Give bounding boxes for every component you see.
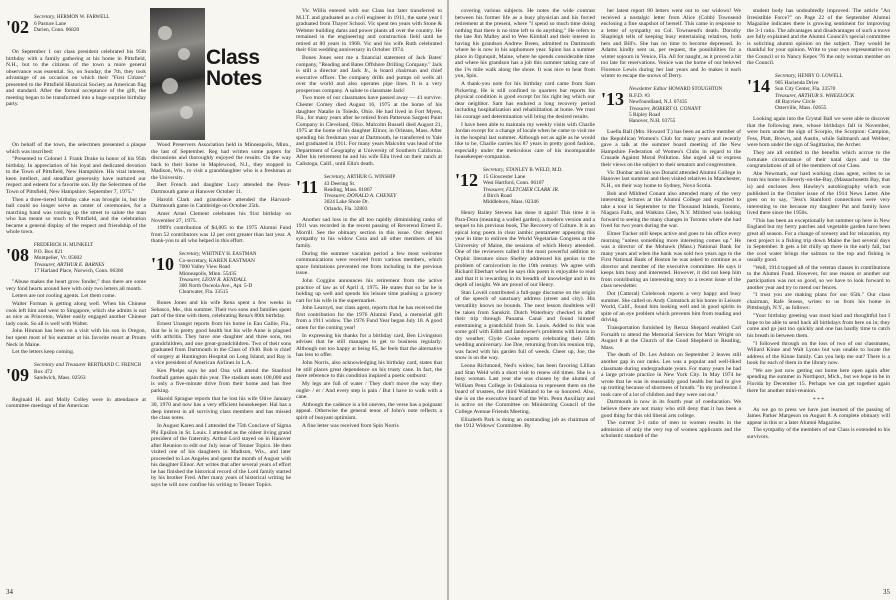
note-paragraph: John Norris, also acknowledging his birthday card, states that he still places great dependence on his trusty cane. In fact, the mere reference to this condition inspired a poetic outburst: — [296, 360, 442, 380]
class-header — [151, 251, 291, 295]
class-header — [601, 86, 741, 124]
note-paragraph: John Coggins announces his retirement from the active practice of law as of April 4, 1975. He states that so far he is holding up well and spends his leisure time pushing a grocery cart for his wife in the supermarket. — [296, 278, 442, 304]
officer-line — [483, 167, 595, 174]
note-paragraph: Letters are not cooling agents. Let them come. — [12, 293, 116, 300]
officer-name: STANLEY B. WELD, M.D. — [505, 167, 563, 173]
right-page — [449, 0, 896, 600]
class-officers — [34, 362, 146, 382]
note-paragraph: Harold Sprague reports that he lost his wife Olive January 30, 1970 and now has a very efficient housekeeper. Hal has a deep interest in all surviving class members and has missed the class notes. — [151, 395, 291, 422]
officer-line — [34, 362, 146, 369]
officer-name: HOWARD STOUGHTON — [668, 87, 723, 93]
note-paragraph: Henry Bailey Stevens has done it again! This time it is Para-Dora (meaning a walled garden), a modern version and a sequel to his previous book, The Recovery of Culture. It is an epical long poem in clear iambic pentameter appearing this year in time to enliven the World Vegetarian Congress at the University of Maine, the sessions of which Henry attended. One of the reviewers called it the most powerful addition to Orphic literature since Shelley addressed his genius to the problem of carnivorism in the 19th century. We agree with Richard Eberhart when he says this poem is enjoyable to read and that it is rewarding in its breadth of knowledge and in its depth of insight. We are proud of our Henry. — [455, 210, 595, 289]
officer-role-2: Treasurer, DONALD A. CHENEY — [324, 193, 397, 200]
officer-address-2: Hanover, N.H. 03755 — [629, 118, 676, 125]
officer-name: FREDERICK H. MUNKELT — [34, 243, 94, 249]
class-officers — [483, 167, 595, 205]
class-year: '02 — [6, 17, 30, 37]
note-paragraph: Another sad loss in the all too rapidly diminishing ranks of 1911 was recorded in the recent passing of Reverend Ernest E. Morrill. See the obituary section in this issue. Our deepest sympathy to his widow Cora and all other members of his family. — [296, 216, 442, 249]
note-paragraph: A thank-you note for his birthday card came from Sam Pickering. He is still confined to quarters but reports his physical condition is good except for his right leg which our dear neighbor. Sam has endured a long recovery period including hospitalization and rehabilitation at home. We trust his courage and determination will bring the desired results. — [455, 81, 595, 120]
note-paragraph: Vic Dunbar and his son Donald attended Alumni College in Hanover last summer and then visited relatives in Manchester, N.H., on their way home to Sydney, Nova Scotia. — [601, 169, 741, 189]
class-header — [455, 167, 595, 205]
class-officers — [629, 86, 741, 124]
class-year: '10 — [151, 253, 175, 274]
officer-name: HENRY O. LOWELL — [797, 73, 843, 79]
note-paragraph: Leona Richmond, Ned's widow, has been favoring Lillian and Stan Weld with a short visit to renew old times. She is a busy woman. Last year she was chosen by the alumni of William Penn College in Oskaloosa to represent them on the board of trustees, the third Waitland to be so honored. Also, she is on the executive board of the Wm. Penn Auxiliary and is active on the Committee on Ministering Council of the College Avenue Friends Meeting. — [455, 363, 595, 415]
class-header — [6, 14, 146, 44]
note-paragraph: Elmer Tucker still keeps active and goes to his office every morning "unless something more interesting comes up." He was a director of the Mohawk (Mass.) National Bank for many years and when the bank was sold two years ago to the First National Bank of Boston he was asked to continue as a director and member of the executive committee. He says it keeps him busy and interested. However, it did not keep him from contributing an interesting story to a recent issue of the class newsletter. — [601, 231, 741, 290]
class-officers — [324, 174, 442, 212]
note-paragraph: The sympathy of the members of our Class is extended to his survivors. — [747, 427, 890, 440]
officer-role: Secretary and Treasurer — [34, 361, 87, 368]
note-paragraph: "I trust you are making plans for our 65th." Our class chairman, Rafe Stoess, writes to us from his home in Pittsburgh, N.Y., as follows: — [747, 292, 890, 312]
class-year: '09 — [6, 364, 30, 385]
class-year: '14 — [747, 75, 771, 96]
officer-address-2: Clearwater, Fla. 33515 — [179, 289, 229, 296]
class-officers — [34, 242, 146, 274]
note-paragraph: Looking again into the Crystal Ball we were able to discover that the following men, whose birthdays fall in November, were born under the sign of Scorpio, the Scorpion: Campion, Fess, Platt, Brown, and Austin, while Saltmarsh and Webber, were born under the sign of Sagittarius, the Archer. — [747, 116, 890, 149]
note-paragraph: 1909's contribution of $4,005 to the 1975 Alumni Fund from 52 contributors was 12 per cent greater than last year. A thank-you to all who helped in this effort. — [151, 225, 291, 245]
note-paragraph: "Your birthday greeting was most kind and thoughtful but I hope to be able to send back all birthdays from here on in; they come and go just too quickly and one has hardly time to catch his breath in between them. — [747, 313, 890, 339]
class-year: '12 — [455, 169, 479, 190]
note-paragraph: Ken Phelps says he and Ona will attend the Stanford football games again this year. The stadium seats 100,000 and is only a five-minute drive from their home and has free parking. — [151, 368, 291, 394]
note-paragraph: "We are just now getting our home here open again after spending the summer in Northport, Mich., but we hope to be in Florida by December 15. Perhaps we can get together again there for another mini-reunion. — [747, 367, 890, 394]
note-paragraph: Reginald H. and Molly Colley were in attendance at committee meetings of the American — [6, 396, 146, 410]
class-officers — [179, 251, 291, 295]
note-paragraph: In August Karen and I attended the 75th Conclave of Sigma Phi Epsilon in St. Louis. I attended as the oldest living grand president of the fraternity. Arthur Lord stayed on in Hanover after Reunion to edit our July issue of Tenner Topics. He then visited one of his daughters in Madison, Wis., and later proceeded to Los Angeles and spent the month of August with his daughter Elinor. Art writes that after several years of effort he has finished the historical record of the Lord family started by his brother Fred. After many years of historical writing he says he will now confine his writing to Tenner Topics. — [151, 422, 291, 488]
officer-address-2: 17 Harland Place, Norwich, Conn. 06360 — [34, 267, 124, 274]
note-paragraph: As we go to press we have just learned of the passing of James Parker Margeson on August 8. A complete obituary will appear in this or a later Alumni Magazine. — [747, 406, 890, 426]
separator-stars: * * * — [812, 397, 825, 404]
officer-name: BERTRAND C. FRENCH — [87, 362, 141, 368]
note-paragraph: The death of Dr. Les Ashton on September 2 leaves still another gap in our ranks. Les was a popular and well-liked classmate during undergraduate years. For many years he had a large private practice in New York City. In May 1974 he wrote that he was in reasonably good health but had to give up trotting because of shortness of breath. "In my profession I took care of a lot of children and they were out out." — [601, 352, 741, 398]
note-paragraph: "This has been an exceptionally hot summer up here in New England but my berry patches and vegetable garden have been great all season. For a change of scenery and for relaxation, my next project is a fishing trip down Maine the last several days in September. It gets a bit chilly up there in the early fall, but the cool water brings the salmon to the top and fishing is usually good. — [747, 217, 890, 264]
officer-line — [775, 73, 890, 80]
officer-address: 7000 Valley View Road — [179, 264, 231, 271]
class-year: '13 — [601, 89, 625, 110]
column-left-1-top — [6, 8, 146, 140]
note-paragraph: Amer Arnel Clement celebrates his 91st birthday on November 27, 1975. — [151, 211, 291, 224]
note-paragraph: Although the cadence is a bit uneven, the verse has a poignant appeal. Otherwise the general tenor of John's note reflects a spirit of buoyant optimism. — [296, 401, 442, 421]
officer-address: Sun City Center, Fla. 33570 — [775, 86, 836, 93]
officer-address-2: 4 Birch Road — [483, 192, 512, 199]
officer-line — [34, 14, 146, 21]
page-number-right: 35 — [883, 588, 890, 596]
class-officers — [34, 14, 146, 34]
officer-role: Secretary, — [34, 14, 56, 20]
note-paragraph: On behalf of the town, the selectmen presented a plaque which was inscribed: — [6, 142, 146, 155]
column-left-2 — [151, 142, 291, 594]
officer-address-2: 300 North Osceola Ave., Apt. 5-D — [179, 282, 253, 289]
officer-address-2: 3024 Lake Shore Dr. — [324, 199, 369, 206]
note-paragraph: John Hinman has been on a visit with his son in Oregon, but spent most of his summer at his favorite resort at Prouts Neck in Maine. — [6, 328, 146, 348]
officer-address: 905 Hacienda Drive — [775, 80, 819, 87]
note-paragraph: "I followed through on the loss of two of our classmates, Willard Kinne and Walt Lyons but was unable to locate the address of the Kinne family. Can you help me out? There is a book for each of them in the library now. — [747, 340, 890, 367]
officer-address: P.O. Box 821 — [34, 249, 63, 256]
note-paragraph: "Abuse makes the heart grow fonder," thus there are some very fond hearts around here with only two letters all month. — [6, 279, 146, 292]
officer-address-2: Orlando, Fla. 32803 — [324, 205, 368, 212]
officer-role: Newsletter Editor — [629, 86, 668, 93]
officer-address: 43 Deering St. — [324, 180, 356, 187]
officer-address-2: 5 Ripley Road — [629, 111, 661, 118]
column-right-2 — [601, 8, 741, 594]
officer-address-2: Middleboro, Mass. 02346 — [483, 198, 539, 205]
officer-line — [179, 251, 291, 258]
note-paragraph: Vic Willis entered with our Class but later transferred to M.I.T. and graduated as a civil engineer in 1911, the same year I graduated from Thayer School. Vic spent ten years with Stone & Webster building dams and power plants all over the country. He remained in the engineering and construction field until he retired at 80 years in 1968. Vic and his wife Ruth celebrated their 61st wedding anniversary in October 1974. — [296, 8, 442, 54]
officer-name: HERMON W. FARWELL — [56, 15, 110, 20]
note-paragraph: Wood Preservers Association held in Minneapolis, Minn., the last of September. Reg had written some papers for discussions and thoroughly enjoyed the results. On the way back to their home in Maplewood, N.J., they stopped in Madison, Wis., to visit a granddaughter who is a freshman at the University. — [151, 142, 291, 181]
note-paragraph: They are all entitled to the benefits which accrue to the fortunate circumstance of their natal days and to the congratulations of all of the members of our Class. — [747, 150, 890, 170]
note-paragraph: Luella Ball (Mrs. Howard T.) has been an active member of the Republican Women's Club for many years and recently gave a talk at the summer board meeting of the New Hampshire Federation of Women's Clubs in regard to the Crusade Against Moral Pollution. She urged all to express their views on the subject to their senators and congressmen. — [601, 129, 741, 168]
officer-line — [629, 86, 741, 93]
officer-address: Co-secretary, KAREN EASTMAN — [179, 258, 255, 265]
officer-address: Minneapolis, Minn. 55435 — [179, 270, 237, 277]
officer-role: Secretary, — [179, 250, 201, 257]
officer-role: Secretary, — [483, 166, 505, 173]
note-paragraph: My legs are full of water / They don't move the way they ought- / er / And every step is pain / But I have to walk with a cane. — [296, 380, 442, 401]
officer-address: 15 Gloucester Lane — [483, 174, 526, 181]
officer-address: R.F.D. #3 — [629, 93, 650, 100]
note-paragraph: A fine letter was received from Spin Norris — [302, 422, 399, 429]
page-number-left: 34 — [6, 588, 13, 596]
note-paragraph: Two more of our classmates have passed away — 41 survive. Chester Comey died August 16, 1975 at the home of his daughter Natalie in Toledo, Ohio. He had lived in Fort Myers, Fla., for many years after he retired from Patterson Sargent Paint Company in Cleveland, Ohio. Malcolm Russell died August 21, 1975 at the home of his daughter Elinor, in Orleans, Mass. After spending his freshman year at Dartmouth, he transferred to Yale and graduated in 1911. For many years Malcolm was head of the Department of Geography at University of Southern California. After his retirement he and his wife Ella lived on their ranch at Calistoga, Calif., until Ella's death. — [296, 95, 442, 167]
note-paragraph: Bert French and daughter Lucy attended the Penn-Dartmouth game at Hanover October 11. — [151, 182, 291, 196]
note-paragraph: Dot (Catteral) Colebrook reports a very happy and busy summer. She called on Andy Comstock at his home in Leisure World, Calif., found him looking well and in good spirits in spite of an eye problem which prevents him from reading and driving. — [601, 291, 741, 324]
officer-role-2: Treasurer, ROBERT O. CONANT — [629, 105, 701, 112]
section-title — [206, 47, 284, 107]
note-paragraph: student body has undoubtedly improved. The article "An Irresistible Force?" on Page 22 of the September Alumni Magazine indicates there is growing sentiment for improving the 3-1 ratio. The advantages and disadvantages of such a move are fully explained and the Alumni Council's special committee is soliciting alumni opinion on the subject. They would be thankful for your opinion. Write to your own representative on the Council or to Nancy Kepes '76 the only woman member on the Council. — [747, 8, 890, 67]
class-year: '08 — [6, 245, 30, 266]
class-header — [6, 362, 146, 392]
note-paragraph: On September 1 our class president celebrated his 95th birthday with a family gathering at his home in Pittsfield, N.H., but to the citizens of the town a more general observance was essential. So, on Sunday, the 7th, they took advantage of an occasion on which their "First Citizen" presented to the Pittsfield Historical Society an American flag and standard. After the formal acceptance of the gift, the meeting began to be transformed into a huge surprise birthday party. — [6, 49, 146, 108]
class-header — [296, 174, 442, 212]
note-paragraph: Dartmouth is now in its fourth year of coeducation. We believe there are not many who still deny that it has been a good thing for this old liberal arts college. — [601, 399, 741, 419]
column-left-1 — [6, 142, 146, 594]
officer-address-2: Osterville, Mass. 02655 — [775, 104, 827, 111]
note-paragraph: Bones Jones sent me a financial statement of Jack Bates' company, "Reading and Bates Offshore Drilling Company." Jack is still a director and Jack Jr., is board chairman and chief executive officer. The company drills and pumps oil wells all over the world and also operates pipe lines. It is a very prosperous company. A salute to classmate Jack! — [296, 55, 442, 94]
note-paragraph: Let the letters keep coming. — [12, 349, 75, 356]
note-paragraph: Elizabeth Park is doing an outstanding job as chairman of the 1912 Widows' Committee. By — [455, 416, 595, 430]
officer-address: Box 472 — [34, 369, 53, 376]
officer-address: Montpelier, Vt. 05602 — [34, 255, 82, 262]
note-paragraph: "Well, 1914 topped all of the veteran classes in contributions to the Alumni Fund. However, for one reason or another our participation was not so good, so we have to look forward to another year and try to mend our fences. — [747, 264, 890, 291]
note-paragraph: Harold Clark and grandniece attended the Harvard-Dartmouth game in Cambridge on October 25th. — [151, 196, 291, 210]
class-notes-photo — [150, 8, 205, 140]
note-paragraph: covering various subjects. He notes the wide contrast between his former life as a busy physician and his forced retirement at the present, where "I spend so much time doing nothing that there is no time left to do anything." He refers to the late Jim Malley and to Wee Kimball and their interest in having his grandson Andrew Breen, admitted to Dartmouth where he is now in his sophomore year. Spinn has a summer place in Ogunquit, Maine, where he spends considerable time and where his grandson has a job this summer taking care of the 1¾ mile walk along the shore. It was nice to hear from you, Spin. — [455, 8, 595, 80]
officer-address: Sandwich, Mass. 02563 — [34, 375, 86, 382]
class-officers — [775, 73, 890, 111]
officer-address-2: 48 Bayview Circle — [775, 98, 816, 105]
officer-role-2: Treasurer, ARTHUR S. WHEELOCK — [775, 92, 855, 99]
note-paragraph: During the summer vacation period a few most welcome communications were received from various members, which space limitations prevented me from including in the previous issue. — [296, 250, 442, 277]
class-year: '11 — [296, 176, 319, 197]
officer-address: West Hartford, Conn. 06107 — [483, 180, 545, 187]
note-paragraph: Bob and Mildred Conant also attended many of the very interesting lectures at the Alumni College and expected to take a tour in September to the Thousand Islands, Toronto, Niagara Falls, and Watkins Glen, N.Y. Mildred was looking forward to seeing the many changes in Toronto where she had lived for two years during the war. — [601, 190, 741, 230]
class-header — [6, 242, 146, 274]
note-paragraph: I have been able to maintain my weekly visits with Charlie Jordan except for a change of locale when he came to visit me in the hospital last summer. Although not as agile as he would like to be, Charlie carries his 87 years in pretty good fashion, especially under the meticulous care of his incomparable housekeeper-companion. — [455, 121, 595, 161]
note-paragraph: The current 3-1 ratio of men to women results in the admission of only the very top of women applicants and the scholastic standard of the — [601, 420, 741, 440]
note-paragraph: John Learoyd, our class agent, reports that he has received the first contribution for the 1976 Alumni Fund, a memorial gift from a 1911 widow. The 1976 Fund Year began July 18. A good omen for the coming year! — [296, 305, 442, 332]
column-right-3 — [747, 8, 890, 594]
officer-address: Darien, Conn. 06820 — [34, 27, 80, 34]
note-paragraph: In expressing his thanks for a birthday card, Ben Livingston advises that he still manages to get to business regularly. Although not too happy at being 85, he feels that the alternative has less to offer. — [296, 332, 442, 359]
note-paragraph: Stan Lovell contributed a full-page discourse on the origin of the speech of sanctuary address (street and city). His versatility knows no bounds. The next lesson doubtless will be taken from Sanskrit. Dutch Waterbury checked in after their trip through Panama Canal and found himself entertaining a grandchild from St. Louis. Added to this was some golf with Edith and landowner's problems with lawns in dry weather. Clyde Cooke reports celebrating their 58th wedding anniversary. Joe Doe, returning from his reunion trip, was faced with his garden full of weeds. Cheer up, Joe, the snow is on the way. — [455, 289, 595, 362]
officer-address: Reading, Mass. 01867 — [324, 186, 373, 193]
note-paragraph: Bones Jones and his wife Rena spent a few weeks in Sebasco, Me., this summer. Their two sons and families spent part of the time with them, celebrating Rena's 80th birthday. — [151, 300, 291, 320]
note-paragraph: Walter Forman is getting along well. When his Chinese cook left him and went to Singapore, which she admits is not as nice as Princeton, Walter easily engaged another Chinese lady cook. So all is well with Walter. — [6, 301, 146, 327]
officer-name: WHITNEY H. EASTMAN — [201, 251, 257, 257]
officer-role-2: Treasurer, LEON R. KENDALL — [179, 276, 247, 283]
column-right-1 — [455, 8, 595, 594]
officer-name: ARTHUR G. WINSHIP — [346, 174, 396, 180]
note-paragraph: Ernest Unangst reports from his home in Eau Gallie, Fla., that he is in pretty good health but his wife Anne is plagued with arthritis. They have one daughter and three sons, ten grandchildren, and one great-grandchildren. Two of their sons graduated from Dartmouth in the Class of 1940. Bob is chief of surgery at Huntington Hospital on Long Island, and Ray is a vice president of American Airlines in L.A. — [151, 321, 291, 367]
officer-role-2: Treasurer, FLETCHER CLARK JR. — [483, 186, 560, 193]
officer-role-2: Treasurer, ARTHUR E. BARNES — [34, 261, 105, 268]
note-paragraph: Transportation furnished by Renza Shepard enabled Carl Forsaith to attend the Memorial Services for Marc Wright on August 8 at the Church of the Good Shepherd in Reading, Mass. — [601, 325, 741, 351]
officer-line — [34, 242, 146, 249]
officer-address: Newfoundland, N.J. 07435 — [629, 99, 688, 106]
officer-line — [324, 174, 442, 181]
column-left-3 — [296, 8, 442, 594]
officer-address: 6 Pasture Lane — [34, 21, 67, 28]
note-paragraph: Then a three-tiered birthday cake was brought in, but the ball could no longer serve as center of ceremonies, for a marching band was coming up the street to salute the man who has meant so much to Pittsfield, and the celebration became a general display of the respect and friendship of the whole town. — [6, 196, 146, 236]
officer-role: Secretary, — [324, 173, 346, 180]
left-page — [0, 0, 447, 600]
class-header — [747, 73, 890, 111]
note-paragraph: her latest report 80 letters went out to our widows! We received a nostalgic letter from Alice (Cobb) Townsend enclosing a fine snapshot of herself. This came in response to a letter of sympathy on Col. Townsend's death. Dorothy Shapleigh tells of keeping busy entertaining relatives, both hers and Bill's. She has no time to become depressed. Jo Adams kindly sent us, per request, the possibilities for a winter sojourn in Venice, Fla. All for naught, as it proved a bit too late for reservations. Venice was the home of our beloved Florence Lewis during her last years and Jo makes it each winter to escape the snows of Derry. — [601, 8, 741, 80]
note-paragraph: "Presented to Colonel J. Frank Drake in honor of his 95th birthday. In appreciation of his loyal and dedicated devotion to the Town of Pittsfield, New Hampshire. His vital interest, keen intellect, and steadfast generosity have nurtured our respect and esteem for a favorite son. By the Selectmen of the Town of Pittsfield, New Hampshire. September 7, 1975." — [6, 156, 146, 196]
page-title: Class Notes — [206, 46, 262, 90]
officer-role: Secretary, — [775, 72, 797, 79]
note-paragraph: Abe Newmark, our hard working class agent, writes to us from his home in Beverly-on-the-Bay, (Massachusetts Bay, that is) and encloses Jess Hawley's autobiography which was published in the October issue of the 1914 News Letter. Abe goes on to say, "Jess's Stamford connections were very interesting to me because my daughter Pat and family have lived there since the 1950s. — [747, 170, 890, 217]
